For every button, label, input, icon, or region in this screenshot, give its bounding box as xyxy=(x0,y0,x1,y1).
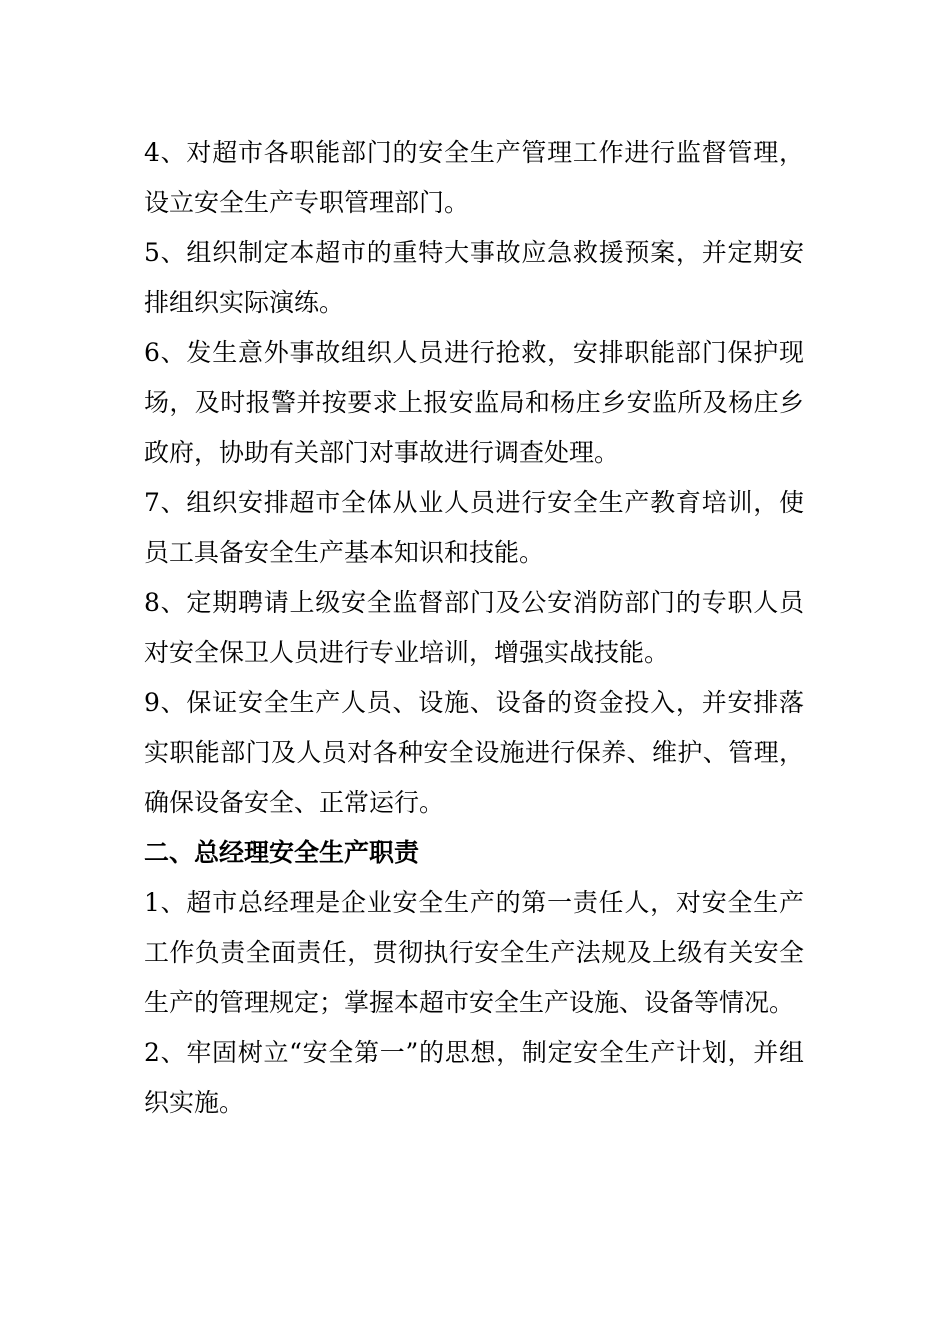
section-heading: 二、总经理安全生产职责 xyxy=(144,838,420,867)
paragraph-item-7: 7、组织安排超市全体从业人员进行安全生产教育培训，使员工具备安全生产基本知识和技能。 xyxy=(144,488,804,567)
paragraph-item-6: 6、发生意外事故组织人员进行抢救，安排职能部门保护现场，及时报警并按要求上报安监局和杨庄乡安监所及杨庄乡政府，协助有关部门对事故进行调查处理。 xyxy=(144,338,804,467)
document-page xyxy=(144,128,804,1128)
paragraph-section2-item-1: 1、超市总经理是企业安全生产的第一责任人，对安全生产工作负责全面责任，贯彻执行安全生产法规及上级有关安全生产的管理规定；掌握本超市安全生产设施、设备等情况。 xyxy=(144,888,804,1017)
paragraph-item-5: 5、组织制定本超市的重特大事故应急救援预案，并定期安排组织实际演练。 xyxy=(144,238,804,317)
paragraph-section2-item-2: 2、牢固树立“安全第一”的思想，制定安全生产计划，并组织实施。 xyxy=(144,1038,804,1117)
paragraph-item-8: 8、定期聘请上级安全监督部门及公安消防部门的专职人员对安全保卫人员进行专业培训，增强实战技能。 xyxy=(144,588,804,667)
paragraph-item-4: 4、对超市各职能部门的安全生产管理工作进行监督管理，设立安全生产专职管理部门。 xyxy=(144,138,804,217)
paragraph-item-9: 9、保证安全生产人员、设施、设备的资金投入，并安排落实职能部门及人员对各种安全设施进行保养、维护、管理，确保设备安全、正常运行。 xyxy=(144,688,804,817)
